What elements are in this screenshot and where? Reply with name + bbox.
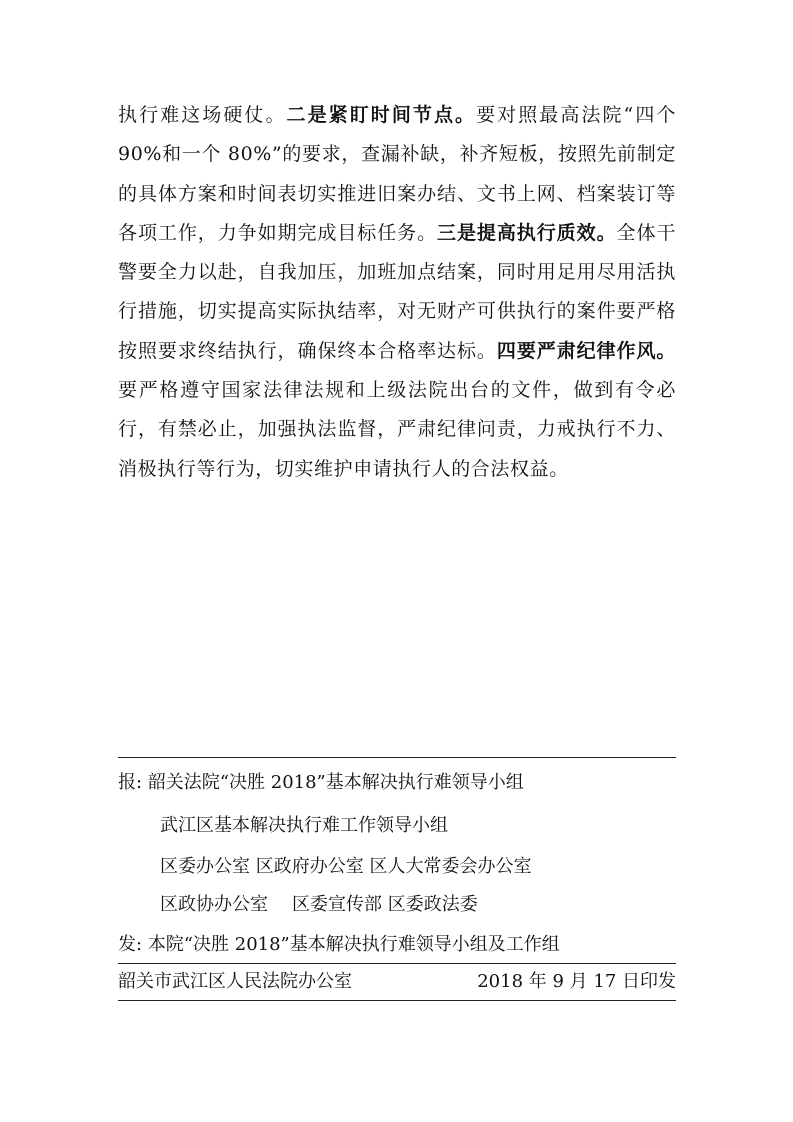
report-recipient-4c: 区委政法委 [387, 894, 478, 915]
report-recipient-2: 武江区基本解决执行难工作领导小组 [160, 815, 448, 836]
sentence-1: 执行难这场硬仗。 [118, 104, 287, 126]
report-recipient-1: 韶关法院“决胜 2018”基本解决执行难领导小组 [147, 772, 524, 793]
sentence-3: 全体干警要全力以赴，自我加压，加班加点结案，同时用足用尽用活执行措施，切实提高实际执结率，对无财产可供执行的案件要严格按照要求终结执行，确保终本合格率达标。 [118, 221, 676, 362]
divider-bottom [118, 1000, 676, 1001]
report-recipient-4b: 区委宣传部 [292, 894, 382, 915]
report-recipient-3a: 区委办公室 [160, 856, 250, 877]
issue-date: 2018 年 9 月 17 日印发 [477, 971, 676, 992]
body-paragraph [118, 96, 676, 489]
report-line-3 [160, 856, 531, 878]
report-recipient-4a: 区政协办公室 [160, 894, 268, 915]
send-label: 发: [118, 934, 143, 955]
divider-top [118, 757, 676, 758]
divider-middle [118, 963, 676, 964]
report-label: 报: [118, 772, 143, 793]
heading-three: 三是提高执行质效。 [437, 221, 617, 244]
report-recipient-3b: 区政府办公室 [255, 856, 364, 877]
heading-two: 二是紧盯时间节点。 [286, 104, 477, 126]
report-line-1 [118, 772, 524, 794]
sentence-4: 要严格遵守国家法律法规和上级法院出台的文件，做到有令必行，有禁必止，加强执法监督，严肃纪律问责，力戒执行不力、消极执行等行为，切实维护申请执行人的合法权益。 [118, 379, 676, 480]
issuer-name: 韶关市武江区人民法院办公室 [118, 971, 352, 992]
report-line-2 [160, 815, 448, 837]
send-recipient: 本院“决胜 2018”基本解决执行难领导小组及工作组 [147, 934, 560, 955]
report-recipient-3c: 区人大常委会办公室 [369, 856, 532, 877]
sentence-2: 要对照最高法院“四个 90%和一个 80%”的要求，查漏补缺，补齐短板，按照先前制定的具体方案和时间表切实推进旧案办结、文书上网、档案装订等各项工作，力争如期完成目标任务。 [118, 104, 676, 244]
issuer-line [118, 970, 676, 994]
heading-four: 四要严肃纪律作风。 [496, 339, 676, 362]
send-line [118, 934, 560, 956]
report-line-4 [160, 894, 478, 916]
